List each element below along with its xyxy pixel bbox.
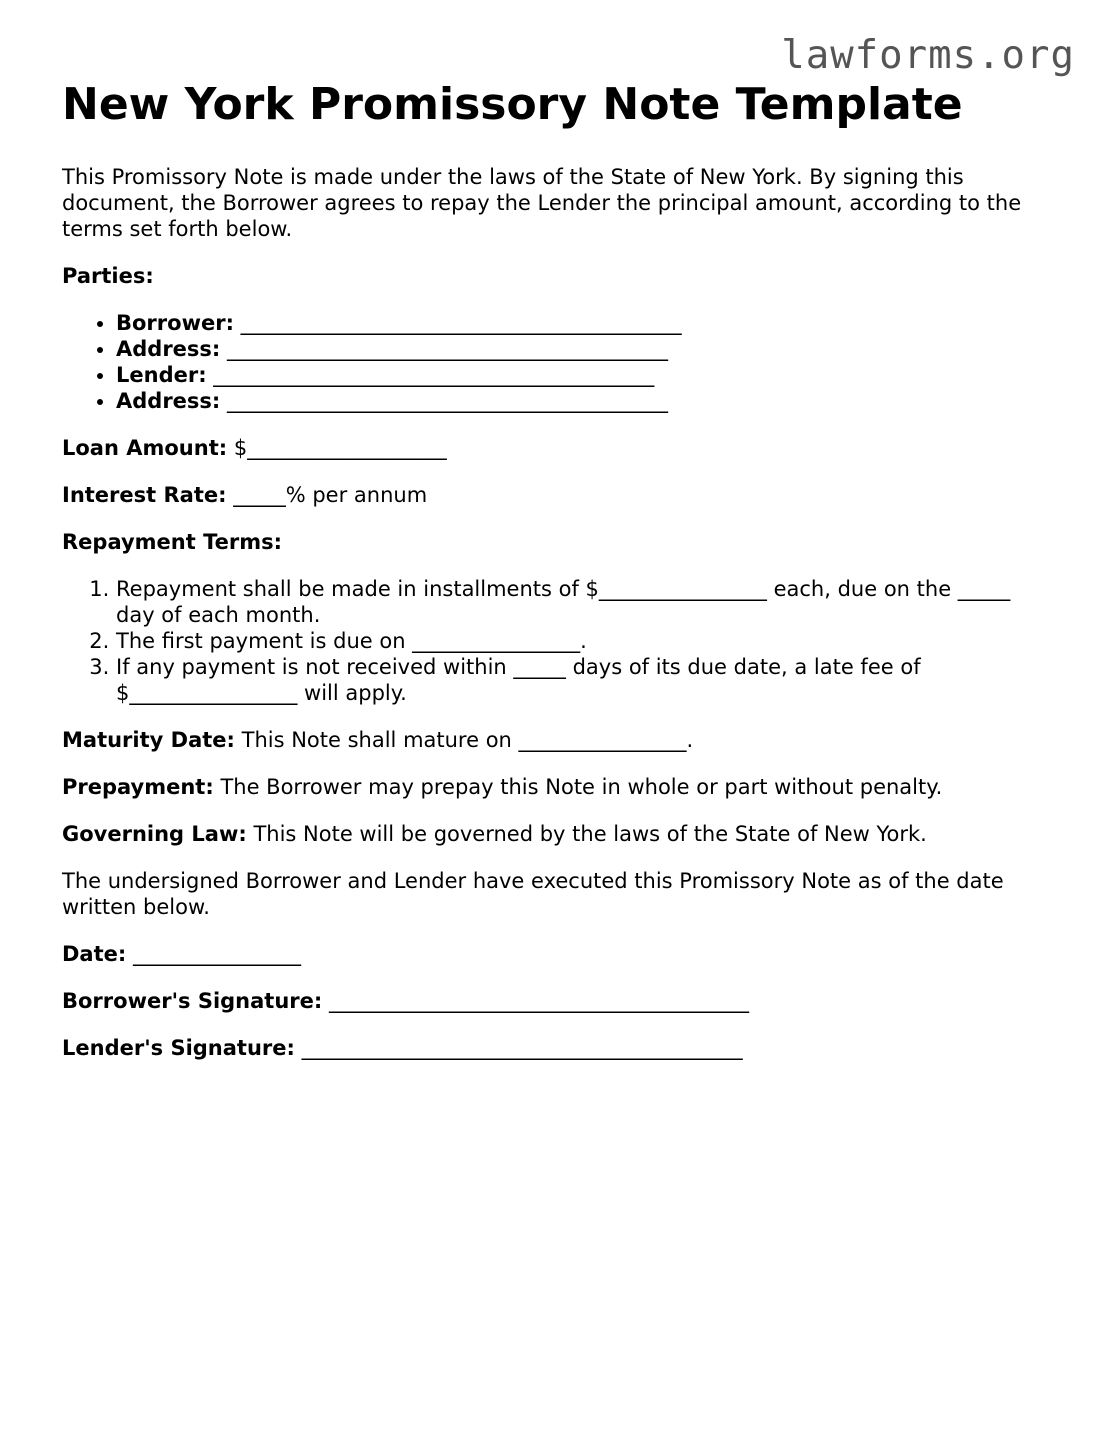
date-blank: ________________	[132, 942, 301, 966]
maturity-text: This Note shall mature on ________________.	[241, 728, 694, 752]
lender-signature-label: Lender's Signature:	[62, 1036, 295, 1060]
borrower-signature-line	[62, 988, 1052, 1014]
repayment-item: 1. Repayment shall be made in installments of $________________ each, due on the _____ day of each month.	[116, 576, 1052, 628]
repayment-item: 2. The first payment is due on ________________.	[116, 628, 1052, 654]
repayment-heading-label: Repayment Terms:	[62, 530, 282, 554]
lender-signature-line	[62, 1035, 1052, 1061]
party-item-borrower-address	[116, 336, 1052, 362]
party-blank: __________________________________________	[227, 389, 669, 413]
repayment-list	[62, 576, 1052, 706]
borrower-signature-blank: ________________________________________	[328, 989, 749, 1013]
loan-amount-value: $___________________	[233, 436, 447, 460]
maturity-label: Maturity Date:	[62, 728, 235, 752]
party-item-lender-address	[116, 388, 1052, 414]
governing-law-label: Governing Law:	[62, 822, 247, 846]
governing-law-text: This Note will be governed by the laws of the State of New York.	[253, 822, 927, 846]
party-blank: __________________________________________	[240, 311, 682, 335]
parties-heading-label: Parties:	[62, 264, 154, 288]
party-blank: __________________________________________	[227, 337, 669, 361]
page-title: New York Promissory Note Template	[62, 79, 963, 130]
party-label: Lender:	[116, 363, 207, 387]
date-label: Date:	[62, 942, 127, 966]
lender-signature-blank: __________________________________________	[301, 1036, 743, 1060]
party-item-lender	[116, 362, 1052, 388]
maturity-line	[62, 727, 1052, 753]
interest-rate-line	[62, 482, 1052, 508]
watermark-logo: lawforms.org	[781, 33, 1075, 78]
party-label: Borrower:	[116, 311, 234, 335]
repayment-item: 3. If any payment is not received within _____ days of its due date, a late fee of $________________ will apply.	[116, 654, 1052, 706]
intro-paragraph: This Promissory Note is made under the laws of the State of New York. By signing this document, the Borrower agrees to repay the Lender the principal amount, according to the terms set forth below.	[62, 165, 1022, 241]
execution-paragraph: The undersigned Borrower and Lender have executed this Promissory Note as of the date written below.	[62, 869, 1004, 919]
repayment-heading	[62, 529, 1052, 555]
date-line	[62, 941, 1052, 967]
interest-rate-value: _____% per annum	[233, 483, 428, 507]
party-label: Address:	[116, 389, 221, 413]
party-item-borrower	[116, 310, 1052, 336]
governing-law-line	[62, 821, 1052, 847]
loan-amount-label: Loan Amount:	[62, 436, 228, 460]
loan-amount-line	[62, 435, 1052, 461]
document-page	[62, 78, 1052, 1082]
parties-list	[62, 310, 1052, 414]
prepayment-line	[62, 774, 1052, 800]
party-blank: __________________________________________	[213, 363, 655, 387]
party-label: Address:	[116, 337, 221, 361]
prepayment-text: The Borrower may prepay this Note in whole or part without penalty.	[220, 775, 943, 799]
interest-rate-label: Interest Rate:	[62, 483, 227, 507]
parties-heading	[62, 263, 1052, 289]
borrower-signature-label: Borrower's Signature:	[62, 989, 323, 1013]
prepayment-label: Prepayment:	[62, 775, 214, 799]
